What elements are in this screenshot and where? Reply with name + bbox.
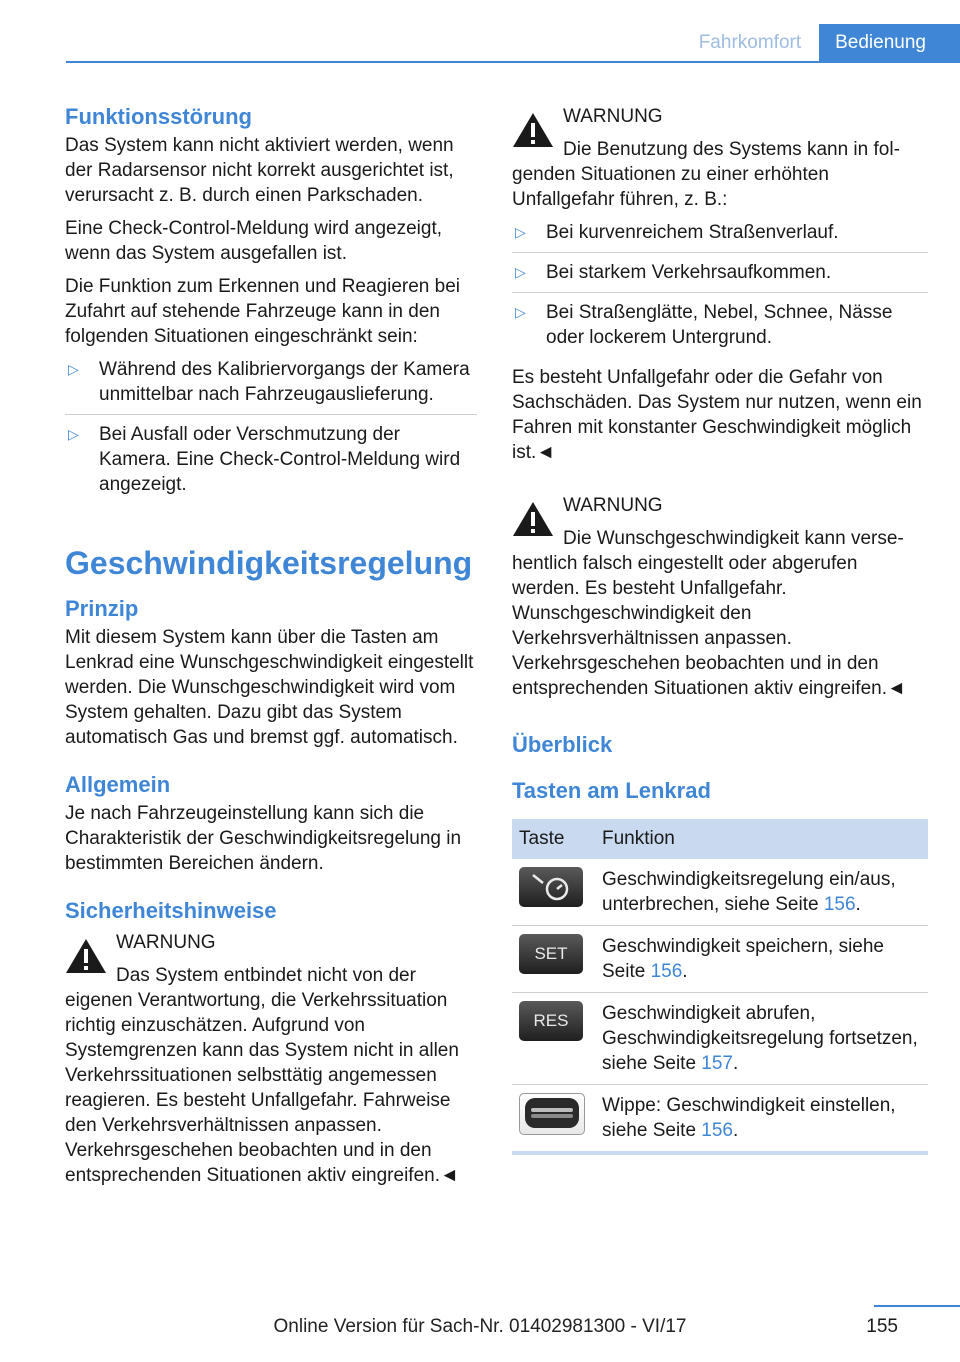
warning-label: WARNUNG — [563, 106, 663, 127]
warning-text: Die Wunschgeschwindigkeit kann verse- hentlich falsch eingestellt oder abgerufen werden. Es besteht Unfallgefahr. Wunschgeschwindigkeit den Verkehrsverhältnissen anpassen. Verkehrsgeschehen beobachten und in den entsprechenden Situationen aktiv eingreifen.◄ — [512, 528, 906, 699]
page-link[interactable]: 156 — [701, 1120, 733, 1141]
bullet-list — [65, 357, 477, 504]
keys-table — [512, 819, 928, 1155]
cruise-toggle-icon — [519, 867, 583, 907]
right-column — [512, 104, 928, 1155]
tab-bedienung[interactable]: Bedienung — [819, 24, 960, 62]
footer-rule — [874, 1305, 960, 1307]
page-number: 155 — [866, 1316, 898, 1337]
rocker-switch-icon — [519, 1093, 585, 1135]
warning-block — [512, 493, 928, 701]
warning-triangle-icon — [512, 501, 554, 537]
set-key-icon: SET — [519, 934, 583, 974]
triangle-bullet-icon: ▷ — [515, 224, 526, 240]
column-header-funktion: Funktion — [595, 819, 928, 859]
list-item: ▷ Bei starkem Verkehrsaufkommen. — [512, 260, 928, 293]
tab-fahrkomfort[interactable]: Fahrkomfort — [681, 24, 819, 62]
triangle-bullet-icon: ▷ — [515, 304, 526, 320]
heading-geschwindigkeitsregelung: Geschwindigkeitsregelung — [65, 545, 473, 581]
list-item: ▷ Bei kurvenreichem Straßenverlauf. — [512, 220, 928, 253]
warning-triangle-icon — [65, 938, 107, 974]
warning-text: Die Benutzung des Systems kann in fol- genden Situationen zu einer erhöhten Unfallgefahr führen, z. B.: — [512, 139, 900, 210]
triangle-bullet-icon: ▷ — [68, 426, 79, 442]
paragraph: Eine Check-Control-Meldung wird angezeigt, wenn das System ausgefallen ist. — [65, 218, 443, 264]
page-link[interactable]: 156 — [650, 961, 683, 982]
list-item: ▷ Bei Straßenglätte, Nebel, Schnee, Nässe oder lockerem Untergrund. — [515, 302, 893, 348]
heading-prinzip: Prinzip — [65, 596, 139, 621]
table-row: SET Geschwindigkeit speichern, siehe Seite 156. — [512, 926, 928, 993]
page-link[interactable]: 157 — [701, 1053, 733, 1074]
heading-ueberblick: Überblick — [512, 732, 613, 757]
header-tabs — [681, 24, 960, 62]
triangle-bullet-icon: ▷ — [515, 264, 526, 280]
header-rule — [66, 61, 960, 63]
table-row: RES Geschwindigkeit abrufen, Geschwindigkeitsregelung fortsetzen, siehe Seite 157. — [512, 993, 928, 1085]
triangle-bullet-icon: ▷ — [68, 361, 79, 377]
warning-block — [65, 930, 477, 1188]
res-key-icon: RES — [519, 1001, 583, 1041]
warning-label: WARNUNG — [563, 495, 663, 516]
warning-triangle-icon — [512, 112, 554, 148]
column-header-taste: Taste — [512, 819, 595, 859]
heading-funktionsstoerung: Funktionsstörung — [65, 104, 252, 129]
table-row: Wippe: Geschwindigkeit einstellen, siehe Seite 156. — [512, 1085, 928, 1154]
warning-text: Das System entbindet nicht von der eigenen Verantwortung, die Verkehrssituation richtig einzuschätzen. Aufgrund von Systemgrenzen kann das System nicht in allen Verkehrssituationen selbsttätig angemessen reagieren. Es besteht Unfallgefahr. Fahrweise den Verkehrsverhältnissen anpassen. Verkehrsgeschehen beobachten und in den entsprechenden Situationen aktiv eingreifen.◄ — [65, 965, 459, 1186]
paragraph: Es besteht Unfallgefahr oder die Gefahr von Sachschäden. Das System nur nutzen, wenn ein Fahren mit konstanter Geschwindigkeit möglich ist.◄ — [512, 367, 922, 463]
paragraph: Das System kann nicht aktiviert werden, wenn der Radarsensor nicht korrekt ausgerichtet ist, verursacht z. B. durch einen Parkschaden. — [65, 135, 454, 206]
page-link[interactable]: 156 — [823, 894, 856, 915]
heading-tasten-am-lenkrad: Tasten am Lenkrad — [512, 778, 711, 803]
paragraph: Die Funktion zum Erkennen und Reagieren bei Zufahrt auf stehende Fahrzeuge kann in den folgenden Situationen eingeschränkt sein: — [65, 276, 461, 347]
table-row: Geschwindigkeitsregelung ein/aus, unterbrechen, siehe Seite 156. — [512, 859, 928, 926]
list-item: ▷ Bei Ausfall oder Verschmutzung der Kamera. Eine Check-Control-Meldung wird angezeigt. — [68, 424, 461, 495]
left-column — [65, 104, 477, 1196]
warning-label: WARNUNG — [116, 932, 216, 953]
table-header-row — [512, 819, 928, 859]
online-version-text: Online Version für Sach-Nr. 01402981300 - VI/17 — [273, 1316, 687, 1337]
paragraph: Je nach Fahrzeugeinstellung kann sich die Charakteristik der Geschwindigkeitsregelung in bestimmten Bereichen ändern. — [65, 803, 462, 874]
paragraph: Mit diesem System kann über die Tasten am Lenkrad eine Wunschgeschwindigkeit eingestellt werden. Die Wunschgeschwindigkeit wird vom System gehalten. Dazu gibt das System automatisch Gas und bremst ggf. automatisch. — [65, 627, 474, 748]
heading-sicherheitshinweise: Sicherheitshinweise — [65, 898, 277, 923]
heading-allgemein: Allgemein — [65, 772, 171, 797]
list-item: ▷ Während des Kalibriervorgangs der Kamera unmittelbar nach Fahrzeugauslieferung. — [65, 357, 477, 415]
warning-block — [512, 104, 928, 212]
bullet-list — [512, 220, 928, 357]
